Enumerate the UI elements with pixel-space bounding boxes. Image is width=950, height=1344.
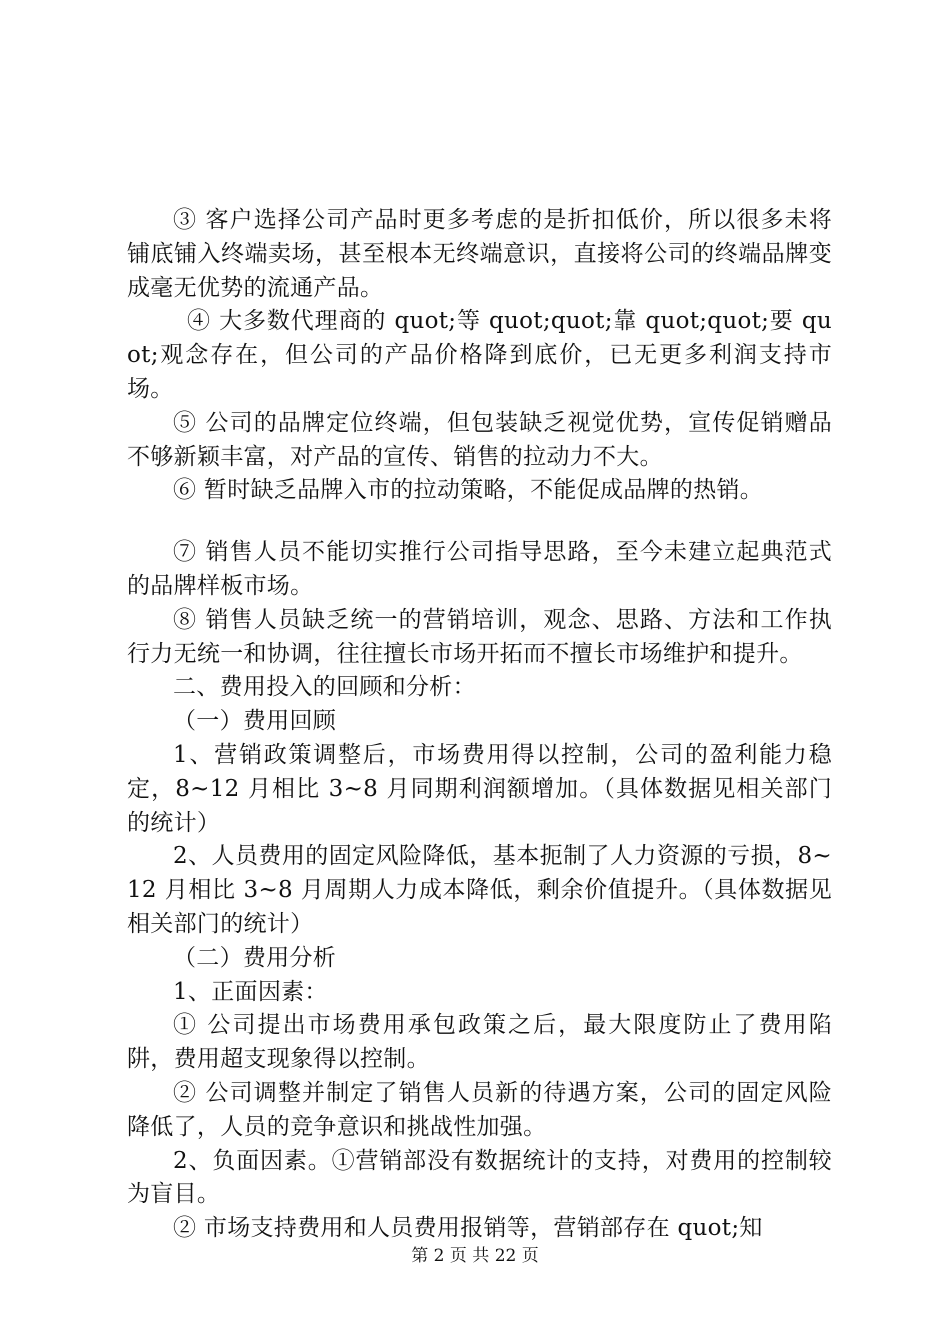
paragraph-negative-2: ② 市场支持费用和人员费用报销等，营销部存在 quot;知 — [173, 1215, 763, 1242]
paragraph-positive-1: ① 公司提出市场费用承包政策之后，最大限度防止了费用陷阱，费用超支现象得以控制。 — [127, 1012, 832, 1073]
paragraph-cost-review-2: 2、人员费用的固定风险降低，基本扼制了人力资源的亏损，8~12 月相比 3~8 月周期人力成本降低，剩余价值提升。（具体数据见相关部门的统计） — [127, 843, 832, 937]
section-heading-2: 二、费用投入的回顾和分析： — [173, 674, 476, 701]
paragraph-negative-factors: 2、负面因素。①营销部没有数据统计的支持，对费用的控制较为盲目。 — [127, 1147, 832, 1208]
paragraph-cost-review-1: 1、营销政策调整后，市场费用得以控制，公司的盈利能力稳定，8~12 月相比 3~8 月同期利润额增加。（具体数据见相关部门的统计） — [127, 741, 832, 836]
document-body — [127, 204, 832, 1246]
page-number-footer: 第 2 页 共 22 页 — [411, 1246, 539, 1266]
paragraph-positive-factors: 1、正面因素： — [173, 978, 328, 1005]
paragraph-item-6: ⑥ 暂时缺乏品牌入市的拉动策略，不能促成品牌的热销。 — [173, 477, 764, 504]
paragraph-item-3: ③ 客户选择公司产品时更多考虑的是折扣低价，所以很多未将铺底铺入终端卖场，甚至根本无终端意识，直接将公司的终端品牌变成毫无优势的流通产品。 — [127, 207, 832, 301]
paragraph-item-7: ⑦ 销售人员不能切实推行公司指导思路，至今未建立起典范式的品牌样板市场。 — [127, 539, 832, 599]
subsection-heading-cost-analysis: （二）费用分析 — [173, 944, 337, 971]
paragraph-item-8: ⑧ 销售人员缺乏统一的营销培训，观念、思路、方法和工作执行力无统一和协调，往往擅长市场开拓而不擅长市场维护和提升。 — [127, 606, 832, 667]
paragraph-positive-2: ② 公司调整并制定了销售人员新的待遇方案，公司的固定风险降低了，人员的竞争意识和挑战性加强。 — [127, 1079, 832, 1140]
subsection-heading-cost-review: （一）费用回顾 — [173, 708, 337, 735]
paragraph-item-4: ④ 大多数代理商的 quot;等 quot;quot;靠 quot;quot;要 quot;观念存在，但公司的产品价格降到底价，已无更多利润支持市场。 — [127, 308, 832, 402]
paragraph-item-5: ⑤ 公司的品牌定位终端，但包装缺乏视觉优势，宣传促销赠品不够新颖丰富，对产品的宣传、销售的拉动力不大。 — [127, 409, 832, 470]
